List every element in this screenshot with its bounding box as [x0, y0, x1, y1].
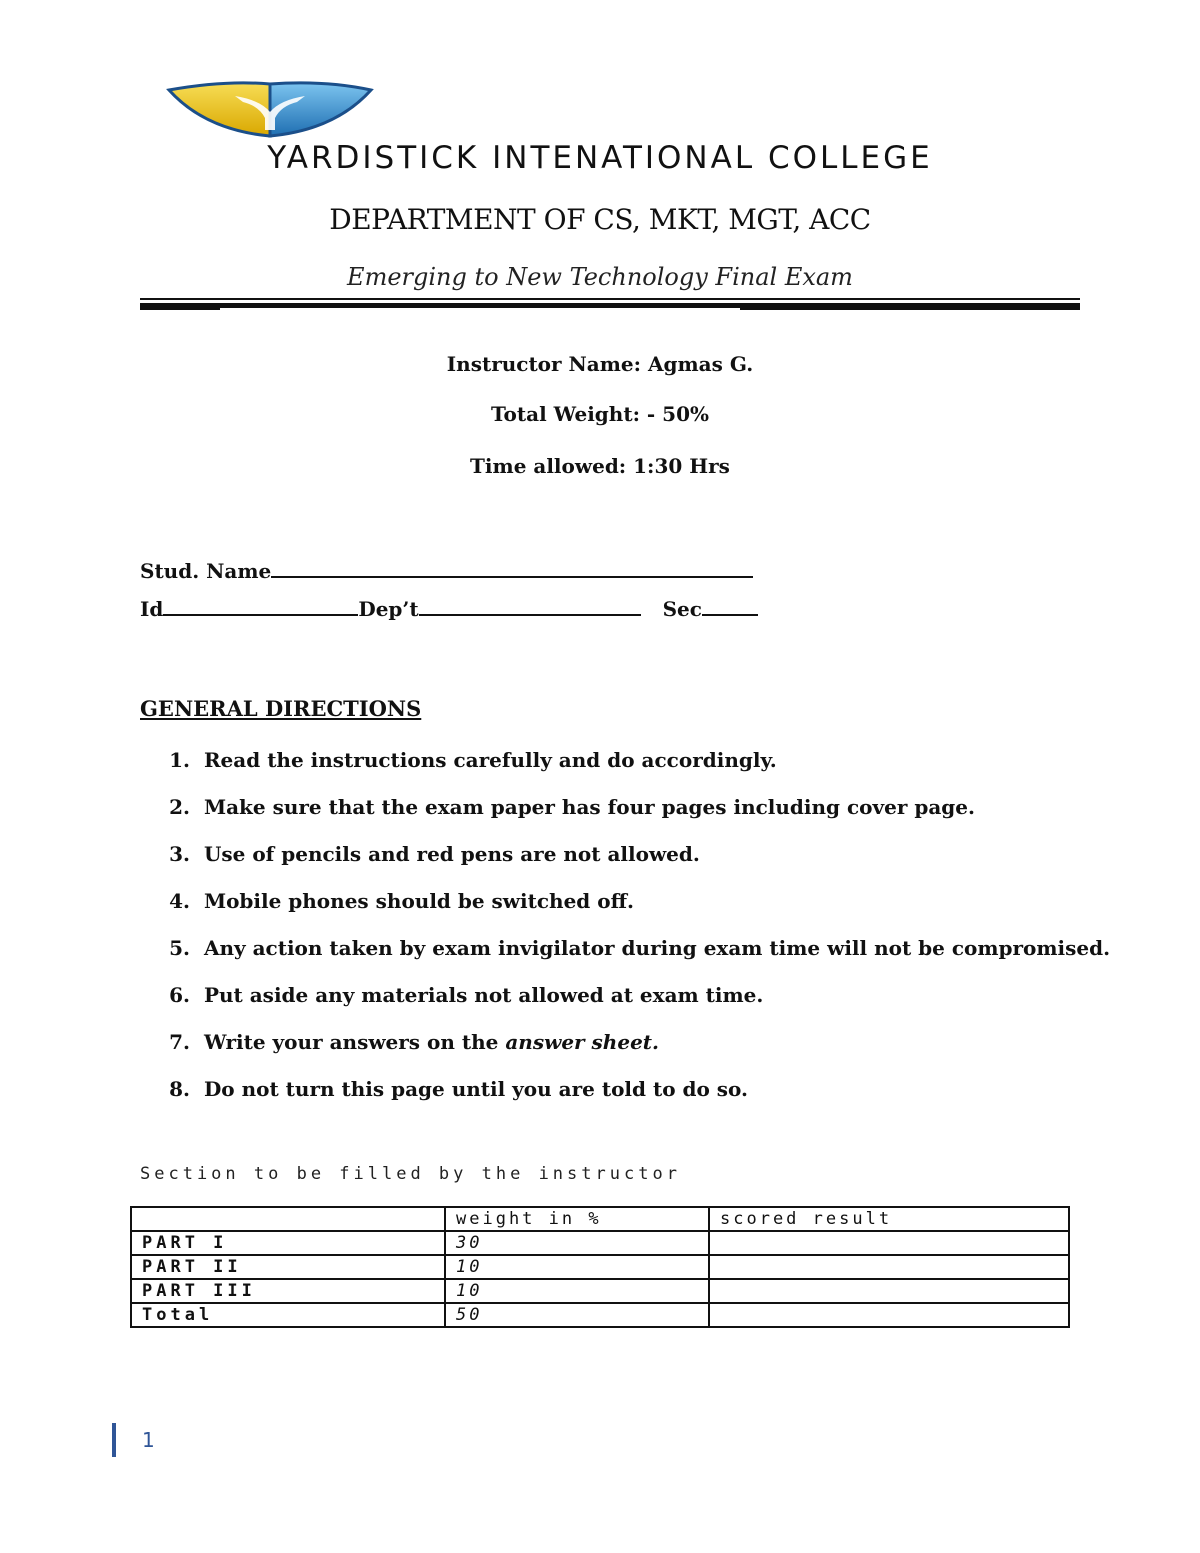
dept-label: Dep’t — [358, 597, 419, 621]
id-row — [140, 596, 758, 621]
score-cell[interactable] — [709, 1279, 1069, 1303]
score-cell[interactable] — [709, 1255, 1069, 1279]
score-table — [130, 1206, 1070, 1328]
page-number-bar — [112, 1423, 116, 1457]
student-name-row — [140, 558, 753, 583]
header-cell-score: scored result — [709, 1207, 1069, 1231]
header-rule-gap — [220, 308, 740, 310]
college-logo — [165, 78, 375, 138]
table-header-row — [131, 1207, 1069, 1231]
direction-item: 7. Write your answers on the answer sheet. — [169, 1030, 659, 1054]
directions-list — [150, 743, 1110, 1119]
page-number: 1 — [142, 1428, 155, 1452]
total-weight: Total Weight: - 50% — [490, 402, 710, 426]
student-name-line[interactable] — [271, 558, 753, 578]
direction-item: 6. Put aside any materials not allowed at exam time. — [169, 983, 764, 1007]
direction-item: 1. Read the instructions carefully and do accordingly. — [169, 748, 777, 772]
instructor-name: Instructor Name: Agmas G. — [446, 352, 754, 376]
direction-item: 3. Use of pencils and red pens are not allowed. — [169, 842, 700, 866]
exam-title: Emerging to New Technology Final Exam — [347, 263, 853, 291]
table-row: PART III 10 — [131, 1279, 1069, 1303]
college-name: YARDISTICK INTENATIONAL COLLEGE — [267, 140, 933, 176]
dept-line[interactable] — [419, 596, 641, 616]
header-cell-weight: weight in % — [445, 1207, 709, 1231]
general-directions-heading: GENERAL DIRECTIONS — [140, 696, 422, 721]
table-row: Total 50 — [131, 1303, 1069, 1327]
instructor-section-title: Section to be filled by the instructor — [140, 1164, 681, 1184]
section-line[interactable] — [702, 596, 758, 616]
id-line[interactable] — [163, 596, 358, 616]
student-name-label: Stud. Name — [140, 559, 272, 583]
header-rule-thin — [140, 298, 1080, 300]
score-cell[interactable] — [709, 1303, 1069, 1327]
table-row: PART I 30 — [131, 1231, 1069, 1255]
direction-item: 8. Do not turn this page until you are told to do so. — [169, 1077, 748, 1101]
direction-item: 2. Make sure that the exam paper has four pages including cover page. — [169, 795, 975, 819]
id-label: Id — [140, 597, 164, 621]
section-label: Sec — [662, 597, 702, 621]
score-cell[interactable] — [709, 1231, 1069, 1255]
time-allowed: Time allowed: 1:30 Hrs — [470, 454, 730, 478]
answer-sheet-emphasis: answer sheet. — [505, 1030, 659, 1054]
direction-item: 5. Any action taken by exam invigilator during exam time will not be compromised. — [169, 936, 1111, 960]
header-cell — [131, 1207, 445, 1231]
direction-item: 4. Mobile phones should be switched off. — [169, 889, 634, 913]
table-row: PART II 10 — [131, 1255, 1069, 1279]
department-title: DEPARTMENT OF CS, MKT, MGT, ACC — [329, 203, 871, 236]
